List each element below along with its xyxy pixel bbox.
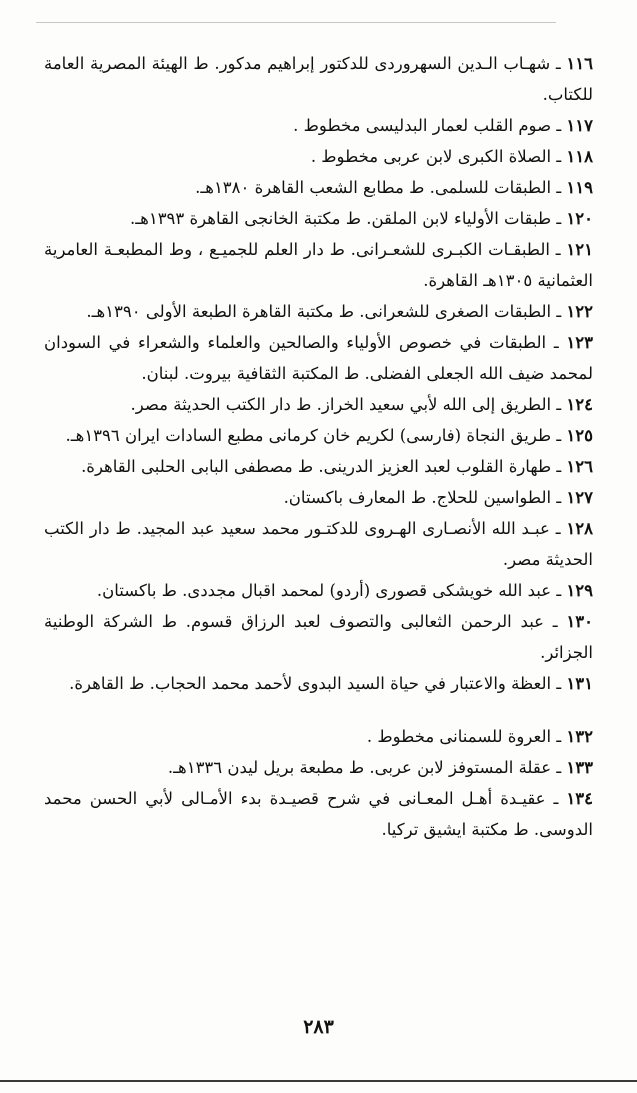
entry-text: طريق النجاة (فارسى) لكريم خان كرمانى مطبع السادات ايران ١٣٩٦هـ. <box>65 426 552 445</box>
entry-text: عبد الله خويشكى قصورى (أردو) لمحمد اقبال مجددى. ط باكستان. <box>96 581 552 600</box>
entry-text: طهارة القلوب لعبد العزيز الدرينى. ط مصطفى البابى الحلبى القاهرة. <box>81 457 552 476</box>
bibliography-entry-118: ١١٨ ـ الصلاة الكبرى لابن عربى مخطوط . <box>310 147 593 166</box>
entry-text: الصلاة الكبرى لابن عربى مخطوط . <box>310 147 552 166</box>
entry-text: الطبقات الصغرى للشعرانى. ط مكتبة القاهرة الطبعة الأولى ١٣٩٠هـ. <box>86 302 552 321</box>
entry-text: عقلة المستوفز لابن عربى. ط مطبعة بريل ليدن ١٣٣٦هـ. <box>167 758 552 777</box>
entry-number: ١٣٣ <box>566 758 593 777</box>
entry-text: العروة للسمنانى مخطوط . <box>366 727 552 746</box>
entry-number: ١٣٤ <box>566 789 593 808</box>
entry-number: ١٢٠ <box>566 209 593 228</box>
entry-text: الطبقـات الكبـرى للشعـرانى. ط دار العلم للجميـع ، وط المطبعـة العامرية العثمانية ١٣٠٥هـ القاهرة. <box>44 240 593 290</box>
entry-number: ١٢٧ <box>566 488 593 507</box>
page-number: ٢٨٣ <box>303 1016 334 1038</box>
entry-number: ١٢٢ <box>566 302 593 321</box>
entry-number: ١٣١ <box>566 674 593 693</box>
entry-number: ١٢٦ <box>566 457 593 476</box>
bibliography-entry-121: ١٢١ ـ الطبقـات الكبـرى للشعـرانى. ط دار العلم للجميـع ، وط المطبعـة العامرية العثمانية ١٣٠٥هـ القاهرة. <box>44 240 593 290</box>
bibliography-entry-131: ١٣١ ـ العظة والاعتبار في حياة السيد البدوى لأحمد محمد الحجاب. ط القاهرة. <box>69 674 593 693</box>
entry-number: ١١٧ <box>566 116 593 135</box>
entry-number: ١٣٢ <box>566 727 593 746</box>
entry-text: عبد الرحمن الثعالبى والتصوف لعبد الرزاق قسوم. ط الشركة الوطنية الجزائر. <box>44 612 593 662</box>
entry-text: صوم القلب لعمار البدليسى مخطوط . <box>293 116 552 135</box>
bibliography-entry-129: ١٢٩ ـ عبد الله خويشكى قصورى (أردو) لمحمد اقبال مجددى. ط باكستان. <box>96 581 593 600</box>
entry-text: طبقات الأولياء لابن الملقن. ط مكتبة الخانجى القاهرة ١٣٩٣هـ. <box>130 209 552 228</box>
bibliography-entry-134: ١٣٤ ـ عقيـدة أهـل المعـانى في شرح قصيـدة بدء الأمـالى لأبي الحسن محمد الدوسى. ط مكتبة ايشيق تركيا. <box>44 789 593 839</box>
bibliography-entry-127: ١٢٧ ـ الطواسين للحلاج. ط المعارف باكستان. <box>283 488 593 507</box>
entry-number: ١٣٠ <box>566 612 593 631</box>
bibliography-entry-132: ١٣٢ ـ العروة للسمنانى مخطوط . <box>366 727 593 746</box>
bibliography-entry-120: ١٢٠ ـ طبقات الأولياء لابن الملقن. ط مكتبة الخانجى القاهرة ١٣٩٣هـ. <box>130 209 593 228</box>
bibliography-entry-117: ١١٧ ـ صوم القلب لعمار البدليسى مخطوط . <box>293 116 593 135</box>
bibliography-entry-116: ١١٦ ـ شهـاب الـدين السهروردى للدكتور إبراهيم مدكور. ط الهيئة المصرية العامة للكتاب. <box>44 54 594 104</box>
entry-text: العظة والاعتبار في حياة السيد البدوى لأحمد محمد الحجاب. ط القاهرة. <box>69 674 552 693</box>
entry-text: الطواسين للحلاج. ط المعارف باكستان. <box>283 488 552 507</box>
bottom-rule <box>0 1080 637 1082</box>
entry-text: عقيـدة أهـل المعـانى في شرح قصيـدة بدء الأمـالى لأبي الحسن محمد الدوسى. ط مكتبة ايشيق تركيا. <box>44 789 593 839</box>
bibliography-entry-126: ١٢٦ ـ طهارة القلوب لعبد العزيز الدرينى. ط مصطفى البابى الحلبى القاهرة. <box>81 457 593 476</box>
entry-number: ١٢٨ <box>566 519 593 538</box>
bibliography-entry-119: ١١٩ ـ الطبقات للسلمى. ط مطابع الشعب القاهرة ١٣٨٠هـ. <box>195 178 593 197</box>
entry-text: الطبقات للسلمى. ط مطابع الشعب القاهرة ١٣٨٠هـ. <box>195 178 552 197</box>
entry-number: ١٢٥ <box>566 426 593 445</box>
entry-number: ١٢٣ <box>566 333 593 352</box>
bibliography-list <box>44 48 593 845</box>
entry-text: عبـد الله الأنصـارى الهـروى للدكتـور محمد سعيد عبد المجيد. ط دار الكتب الحديثة مصر. <box>44 519 593 569</box>
bibliography-entry-124: ١٢٤ ـ الطريق إلى الله لأبي سعيد الخراز. ط دار الكتب الحديثة مصر. <box>130 395 593 414</box>
bibliography-entry-122: ١٢٢ ـ الطبقات الصغرى للشعرانى. ط مكتبة القاهرة الطبعة الأولى ١٣٩٠هـ. <box>86 302 593 321</box>
entry-number: ١١٩ <box>566 178 593 197</box>
bibliography-entry-123: ١٢٣ ـ الطبقات في خصوص الأولياء والصالحين والعلماء والشعراء في السودان لمحمد ضيف الله الجعلى الفضلى. ط المكتبة الثقافية بيروت. لبنان. <box>44 333 593 383</box>
entry-text: شهـاب الـدين السهروردى للدكتور إبراهيم مدكور. ط الهيئة المصرية العامة للكتاب. <box>44 54 593 104</box>
top-rule <box>36 22 556 23</box>
entry-text: الطبقات في خصوص الأولياء والصالحين والعلماء والشعراء في السودان لمحمد ضيف الله الجعلى الفضلى. ط المكتبة الثقافية بيروت. لبنان. <box>44 333 593 383</box>
entry-number: ١٢١ <box>566 240 593 259</box>
bibliography-entry-130: ١٣٠ ـ عبد الرحمن الثعالبى والتصوف لعبد الرزاق قسوم. ط الشركة الوطنية الجزائر. <box>44 612 593 662</box>
bibliography-entry-133: ١٣٣ ـ عقلة المستوفز لابن عربى. ط مطبعة بريل ليدن ١٣٣٦هـ. <box>167 758 593 777</box>
entry-number: ١١٨ <box>566 147 593 166</box>
bibliography-entry-128: ١٢٨ ـ عبـد الله الأنصـارى الهـروى للدكتـور محمد سعيد عبد المجيد. ط دار الكتب الحديثة مصر. <box>44 519 593 569</box>
entry-number: ١١٦ <box>566 54 594 73</box>
bibliography-entry-125: ١٢٥ ـ طريق النجاة (فارسى) لكريم خان كرمانى مطبع السادات ايران ١٣٩٦هـ. <box>65 426 593 445</box>
entry-number: ١٢٩ <box>566 581 593 600</box>
entry-number: ١٢٤ <box>566 395 593 414</box>
entry-text: الطريق إلى الله لأبي سعيد الخراز. ط دار الكتب الحديثة مصر. <box>130 395 552 414</box>
